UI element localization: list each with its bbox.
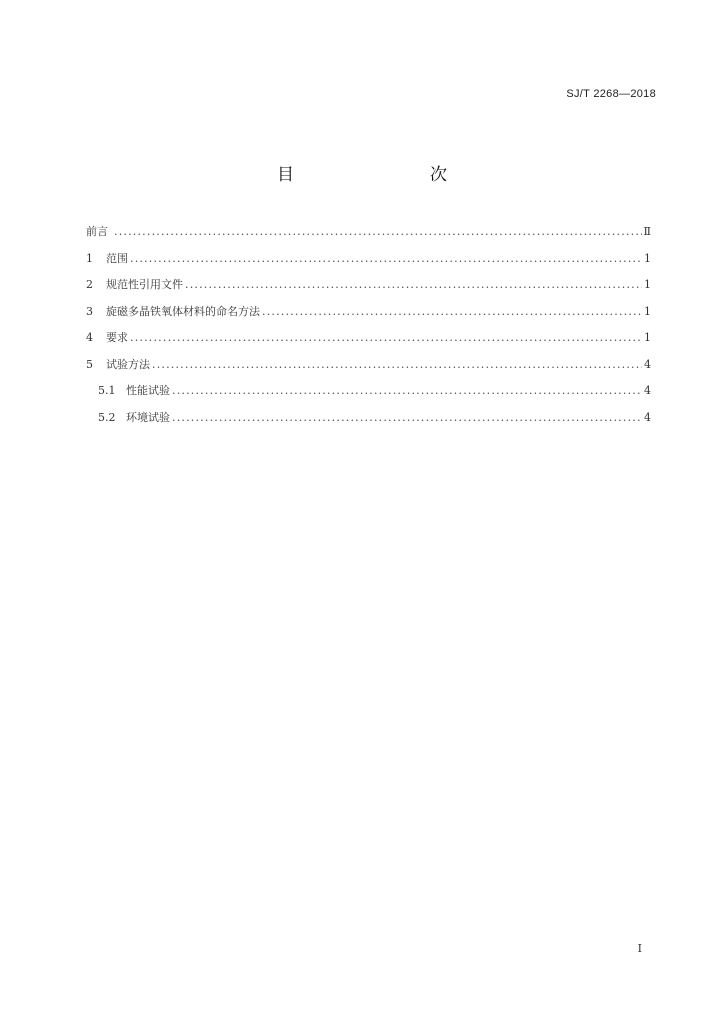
toc-entry-page: 1: [644, 251, 651, 265]
toc-entry-number: 5.1: [98, 384, 116, 397]
toc-entry-test-methods[interactable]: [86, 356, 651, 383]
toc-entry-foreword[interactable]: [86, 223, 651, 250]
toc-entry-label: 性能试验: [126, 384, 170, 397]
toc-entry-label: 前言: [86, 225, 108, 238]
toc-entry-page: 4: [644, 410, 651, 424]
toc-entry-scope[interactable]: [86, 250, 651, 277]
toc-entry-label: 规范性引用文件: [106, 278, 183, 291]
toc-entry-number: 5.2: [98, 410, 116, 424]
toc-leader-dots: [130, 331, 642, 344]
page-number: I: [637, 942, 642, 955]
toc-entry-number: 5: [86, 357, 93, 371]
toc-leader-dots: [130, 252, 642, 265]
toc-entry-normative-references[interactable]: [86, 276, 651, 303]
toc-entry-page: 1: [644, 331, 651, 344]
toc-entry-naming-method[interactable]: [86, 303, 651, 330]
toc-entry-requirements[interactable]: [86, 329, 651, 356]
table-of-contents: [86, 223, 651, 435]
toc-entry-environmental-test[interactable]: [86, 409, 651, 436]
toc-entry-label: 旋磁多晶铁氧体材料的命名方法: [106, 304, 260, 318]
toc-leader-dots: [262, 305, 642, 318]
toc-entry-page: 1: [644, 278, 651, 291]
toc-entry-page: Ⅱ: [643, 225, 651, 238]
toc-entry-number: 2: [86, 278, 93, 291]
toc-entry-label: 试验方法: [106, 357, 150, 371]
toc-entry-performance-test[interactable]: [86, 382, 651, 409]
toc-entry-number: 1: [86, 251, 93, 265]
toc-entry-label: 要求: [106, 331, 128, 344]
toc-leader-dots: [114, 225, 642, 238]
toc-entry-number: 4: [86, 331, 93, 344]
toc-entry-label: 范围: [106, 251, 128, 265]
toc-leader-dots: [172, 384, 642, 397]
toc-entry-number: 3: [86, 304, 93, 318]
page-title: 目 次: [277, 165, 481, 185]
toc-entry-page: 1: [644, 304, 651, 318]
toc-entry-page: 4: [644, 384, 651, 397]
toc-leader-dots: [172, 411, 642, 424]
toc-leader-dots: [185, 278, 642, 291]
toc-leader-dots: [152, 358, 642, 371]
standard-code: SJ/T 2268—2018: [566, 88, 656, 100]
toc-entry-label: 环境试验: [126, 410, 170, 424]
toc-entry-page: 4: [644, 357, 651, 371]
